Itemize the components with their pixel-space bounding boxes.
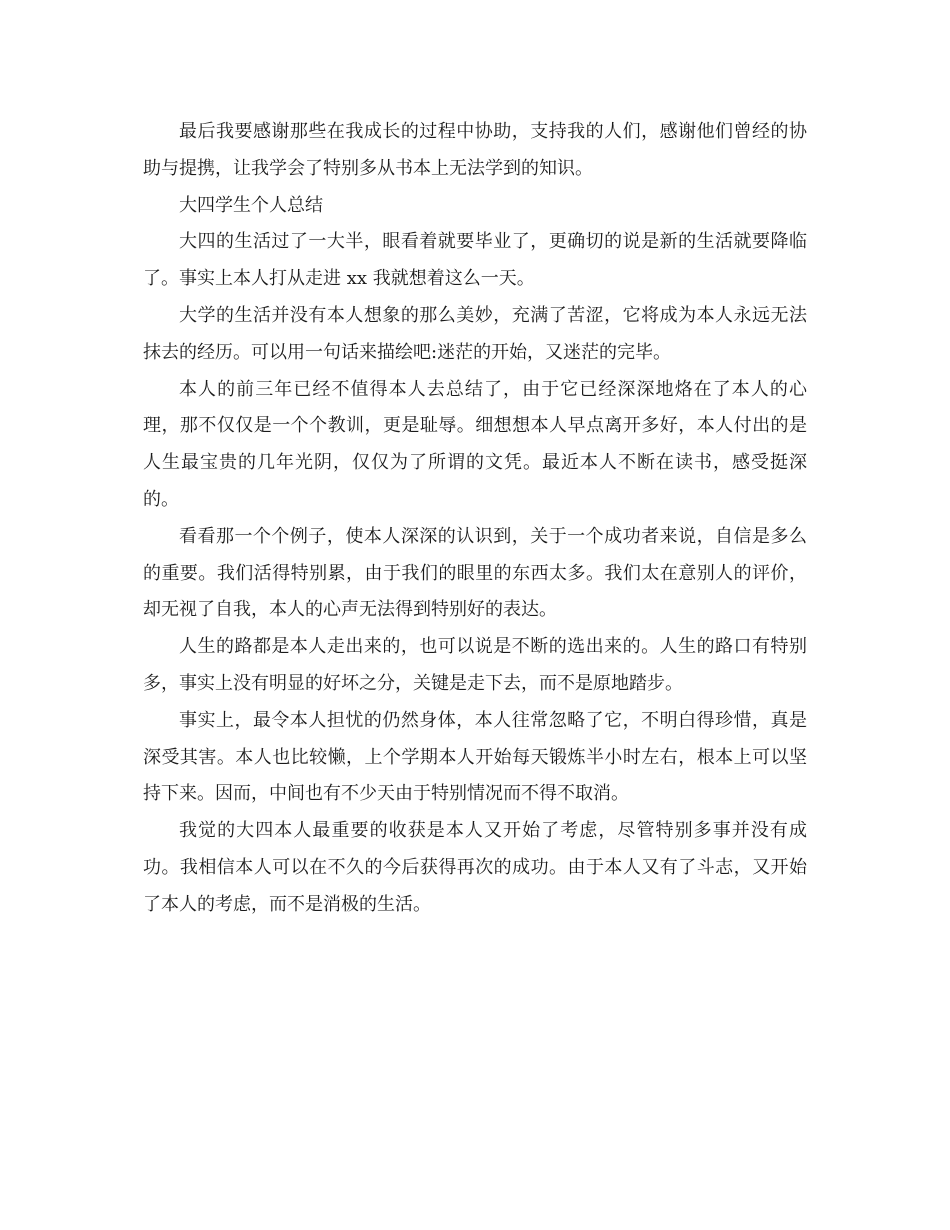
paragraph-health: 事实上，最令本人担忧的仍然身体，本人往常忽略了它，不明白得珍惜，真是深受其害。本人也比较懒，上个学期本人开始每天锻炼半小时左右，根本上可以坚持下来。因而，中间也有不少天由于特别情况而不得不取消。 (143, 709, 807, 805)
paragraph-confidence: 看看那一个个例子，使本人深深的认识到，关于一个成功者来说，自信是多么的重要。我们活得特别累，由于我们的眼里的东西太多。我们太在意别人的评价，却无视了自我，本人的心声无法得到特别好的表达。 (143, 525, 807, 621)
paragraph-thanks: 最后我要感谢那些在我成长的过程中协助，支持我的人们，感谢他们曾经的协助与提携，让我学会了特别多从书本上无法学到的知识。 (143, 121, 807, 179)
paragraph-harvest: 我觉的大四本人最重要的收获是本人又开始了考虑，尽管特别多事并没有成功。我相信本人可以在不久的今后获得再次的成功。由于本人又有了斗志，又开始了本人的考虑，而不是消极的生活。 (143, 820, 807, 915)
section-heading: 大四学生个人总结 (179, 194, 323, 216)
document-body (143, 114, 807, 924)
paragraph-university-life: 大学的生活并没有本人想象的那么美妙，充满了苦涩，它将成为本人永远无法抹去的经历。可以用一句话来描绘吧:迷茫的开始，又迷茫的完毕。 (143, 304, 807, 363)
paragraph-intro: 大四的生活过了一大半，眼看着就要毕业了，更确切的说是新的生活就要降临了。事实上本人打从走进 xx 我就想着这么一天。 (143, 231, 807, 290)
paragraph-life-path: 人生的路都是本人走出来的，也可以说是不断的选出来的。人生的路口有特别多，事实上没有明显的好坏之分，关键是走下去，而不是原地踏步。 (143, 636, 807, 694)
paragraph-first-three-years: 本人的前三年已经不值得本人去总结了，由于它已经深深地烙在了本人的心理，那不仅仅是一个个教训，更是耻辱。细想想本人早点离开多好，本人付出的是人生最宝贵的几年光阴，仅仅为了所谓的文凭。最近本人不断在读书，感受挺深的。 (143, 378, 807, 510)
